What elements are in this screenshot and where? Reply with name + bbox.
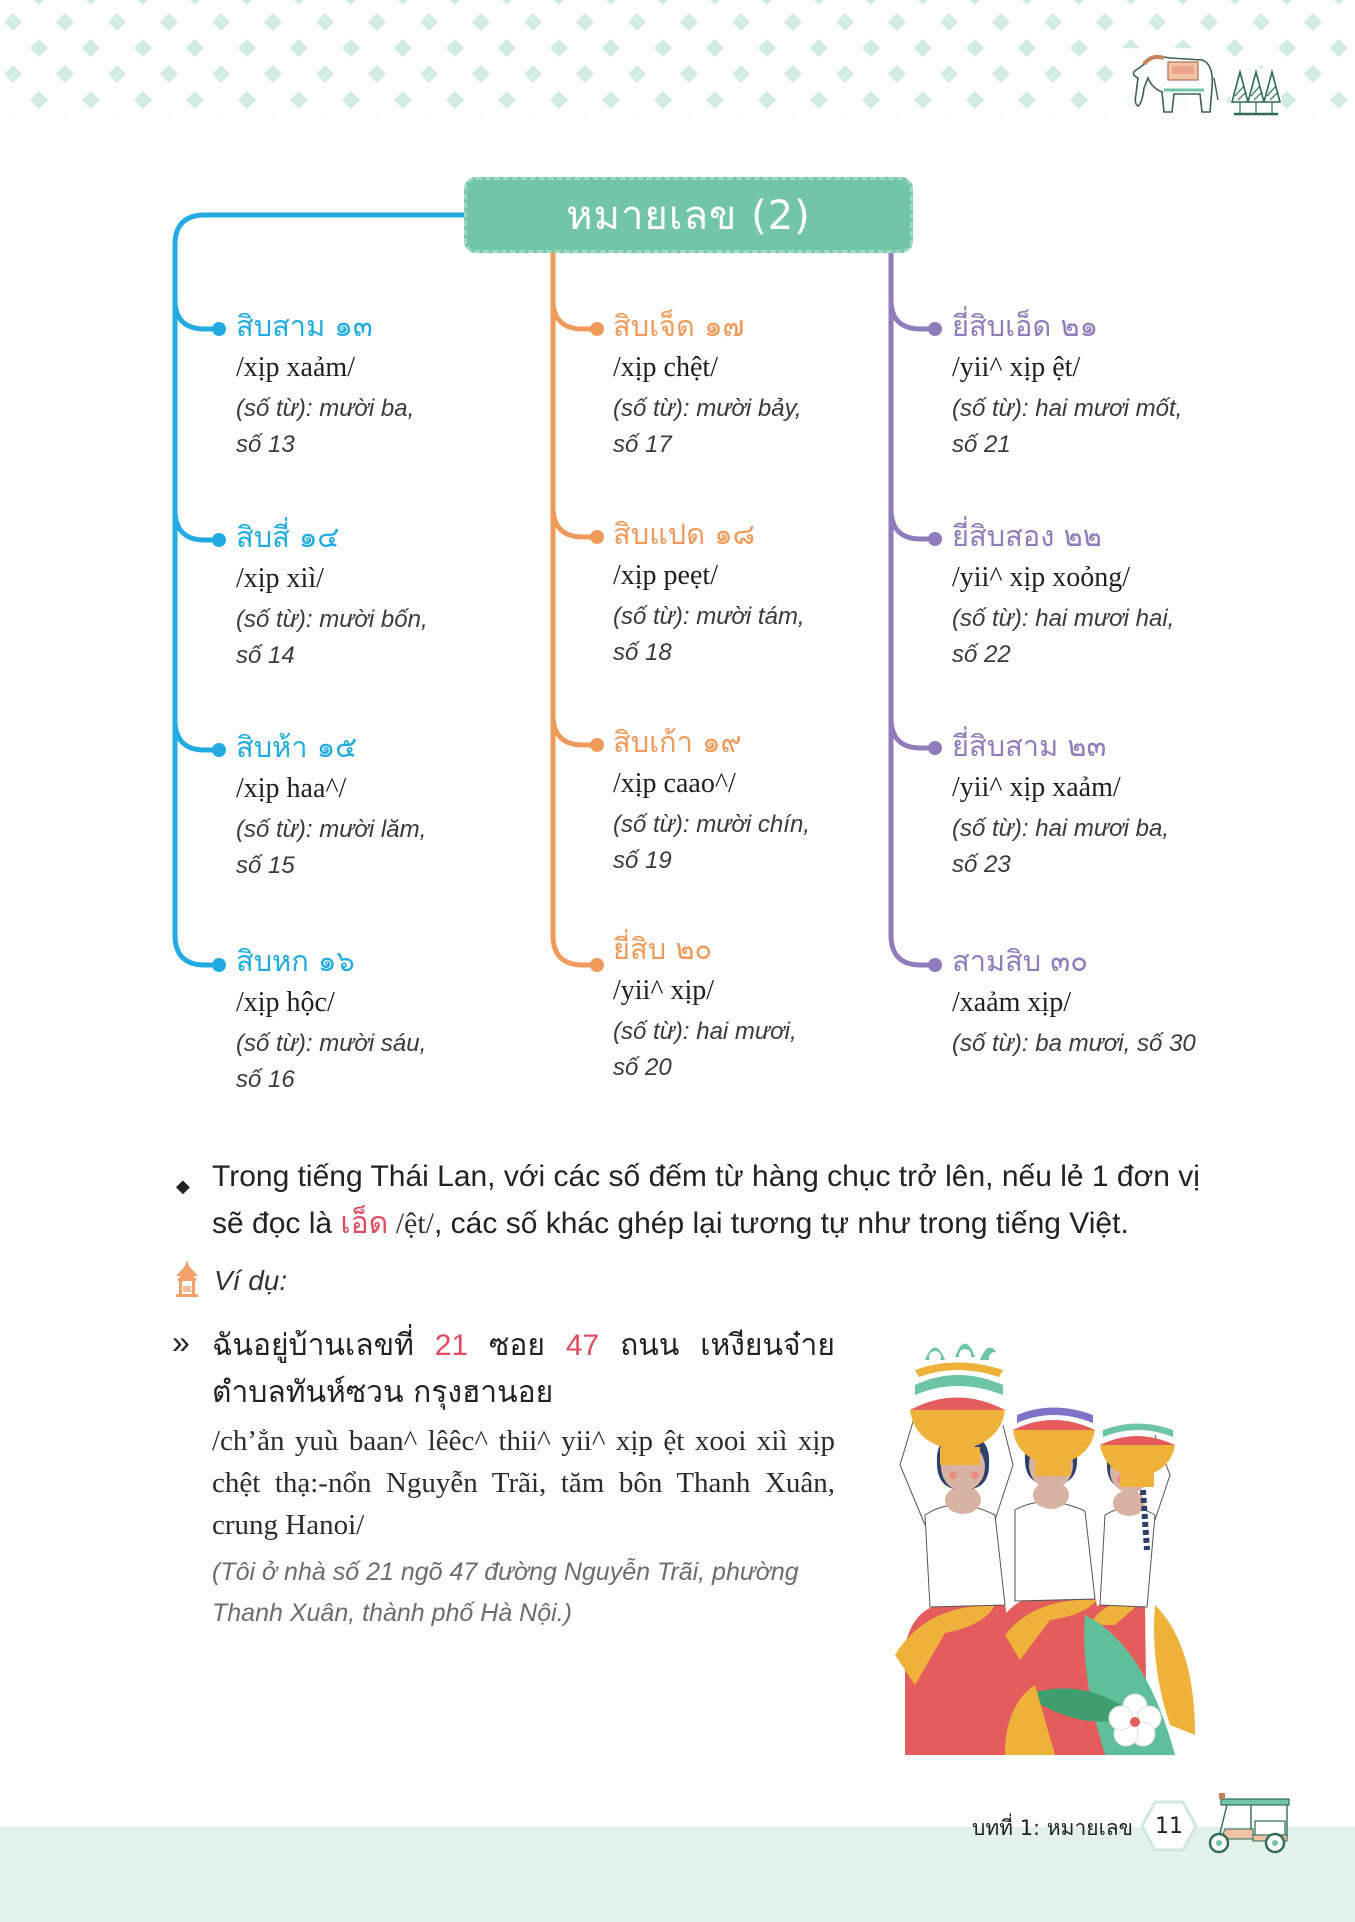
thai-number-label: สิบสาม ๑๓ <box>236 309 373 343</box>
thai-pavilion-icon <box>172 1260 202 1298</box>
meaning-line-1: (số từ): hai mươi, <box>613 1018 797 1045</box>
example-thai-sentence <box>212 1322 835 1416</box>
pronunciation: /xịp hộc/ <box>236 987 335 1018</box>
pronunciation: /yii^ xịp/ <box>613 975 715 1006</box>
number-entry-17 <box>613 309 802 463</box>
pronunciation: /yii^ xịp xoỏng/ <box>952 562 1131 593</box>
thai-number-label: สิบสี่ ๑๔ <box>236 520 340 554</box>
thai-number-label: สิบแปด ๑๘ <box>613 517 756 551</box>
meaning-line-1: (số từ): mười sáu, <box>236 1030 427 1057</box>
meaning-line-1: (số từ): mười bảy, <box>613 395 802 422</box>
meaning-line-2: số 15 <box>236 852 295 879</box>
pronunciation: /xịp chệt/ <box>613 352 718 383</box>
example-block <box>170 1322 835 1634</box>
example-pronunciation: /ch’ẳn yuù baan^ lêêc^ thii^ yii^ xịp ệt xooi xiì xịp chệt thạ:-nổn Nguyễn Trãi, tăm bôn Thanh Xuân, crung Hanoi/ <box>212 1425 835 1541</box>
highlight-pronunciation: /ệt/ <box>388 1207 435 1240</box>
pronunciation: /xaảm xịp/ <box>952 987 1071 1018</box>
meaning-line-2: số 13 <box>236 431 295 458</box>
meaning-line-1: (số từ): ba mươi, số 30 <box>952 1030 1196 1057</box>
pronunciation: /xịp caao^/ <box>613 768 736 799</box>
example-label: Ví dụ: <box>214 1265 288 1296</box>
page-number: 11 <box>1155 1813 1183 1839</box>
section-title-box <box>464 177 913 253</box>
note-text-part1: Trong tiếng Thái Lan, với các số đếm từ hàng chục trở lên, nếu lẻ 1 đơn vị sẽ đọc là <box>212 1160 1200 1240</box>
number-entry-13 <box>236 309 414 463</box>
chapter-label: บทที่ 1: หมายเลข <box>972 1816 1133 1840</box>
meaning-line-1: (số từ): mười tám, <box>613 603 805 630</box>
meaning-line-2: số 23 <box>952 851 1011 878</box>
number-entry-30 <box>952 944 1196 1062</box>
pronunciation: /xịp xiì/ <box>236 563 324 594</box>
note-text-part2: , các số khác ghép lại tương tự như trong tiếng Việt. <box>434 1207 1129 1240</box>
thai-number-label: สิบเก้า ๑๙ <box>613 725 742 759</box>
meaning-line-1: (số từ): hai mươi mốt, <box>952 395 1183 422</box>
meaning-line-2: số 22 <box>952 641 1011 668</box>
number-entry-21 <box>952 309 1182 463</box>
pronunciation: /xịp peẹt/ <box>613 560 718 591</box>
thai-part-b: ซอย <box>468 1328 566 1363</box>
alley-number: 47 <box>565 1329 600 1362</box>
meaning-line-1: (số từ): hai mươi ba, <box>952 815 1169 842</box>
meaning-line-1: (số từ): mười ba, <box>236 395 415 422</box>
meaning-line-2: số 14 <box>236 642 295 669</box>
pronunciation: /yii^ xịp ệt/ <box>952 352 1081 383</box>
number-entry-14 <box>236 520 428 674</box>
thai-number-label: ยี่สิบสอง ๒๒ <box>952 519 1102 553</box>
meaning-line-2: số 16 <box>236 1066 295 1093</box>
meaning-line-2: số 21 <box>952 431 1011 458</box>
thai-number-label: ยี่สิบเอ็ด ๒๑ <box>952 309 1099 343</box>
double-chevron-icon: » <box>172 1324 190 1360</box>
number-entry-16 <box>236 944 426 1098</box>
thai-women-illustration <box>885 1315 1205 1755</box>
number-entry-23 <box>952 729 1169 883</box>
meaning-line-1: (số từ): mười lăm, <box>236 816 427 843</box>
thai-number-label: สามสิบ ๓๐ <box>952 944 1088 978</box>
meaning-line-2: số 20 <box>613 1054 672 1081</box>
highlight-word: เอ็ด <box>340 1206 389 1241</box>
thai-part-c: ถนน เหงียนจ๋าย ตำบลทันห์ซวน กรุงฮานอย <box>212 1328 835 1410</box>
meaning-line-1: (số từ): hai mươi hai, <box>952 605 1175 632</box>
number-entry-18 <box>613 517 805 671</box>
note-text <box>212 1153 1210 1247</box>
number-entry-22 <box>952 519 1174 673</box>
meaning-line-2: số 19 <box>613 847 672 874</box>
grammar-note <box>170 1153 1210 1247</box>
thai-number-label: สิบหก ๑๖ <box>236 944 355 978</box>
thai-part-a: ฉันอยู่บ้านเลขที่ <box>212 1328 435 1363</box>
example-translation: (Tôi ở nhà số 21 ngõ 47 đường Nguyễn Trãi, phường Thanh Xuân, thành phố Hà Nội.) <box>212 1558 799 1627</box>
thai-number-label: สิบห้า ๑๕ <box>236 730 358 764</box>
diamond-bullet-icon: ◆ <box>176 1176 190 1196</box>
pronunciation: /xịp haa^/ <box>236 773 347 804</box>
thai-number-label: ยี่สิบสาม ๒๓ <box>952 729 1107 763</box>
meaning-line-2: số 18 <box>613 639 672 666</box>
tuk-tuk-icon <box>1203 1793 1293 1855</box>
thai-number-label: สิบเจ็ด ๑๗ <box>613 309 745 343</box>
number-entry-20 <box>613 932 797 1086</box>
meaning-line-2: số 17 <box>613 431 672 458</box>
number-entry-19 <box>613 725 810 879</box>
thai-number-label: ยี่สิบ ๒๐ <box>613 932 713 966</box>
section-title: หมายเลข (2) <box>566 193 811 239</box>
pronunciation: /xịp xaảm/ <box>236 352 355 383</box>
meaning-line-1: (số từ): mười bốn, <box>236 606 428 633</box>
meaning-line-1: (số từ): mười chín, <box>613 811 810 838</box>
pronunciation: /yii^ xịp xaảm/ <box>952 772 1121 803</box>
house-number: 21 <box>434 1329 469 1362</box>
number-entry-15 <box>236 730 426 884</box>
